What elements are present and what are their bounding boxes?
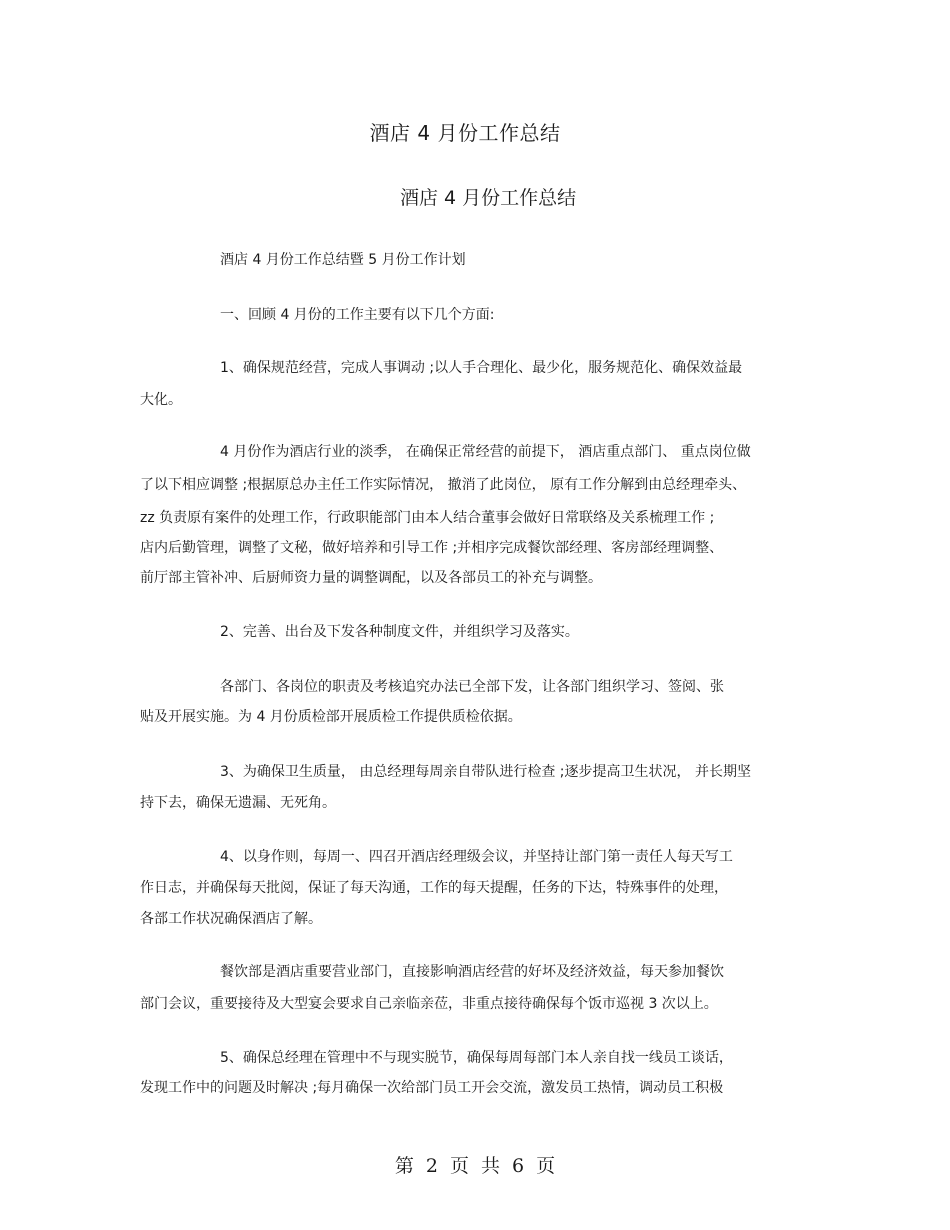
- paragraph-line: 持下去，确保无遗漏、无死角。: [140, 795, 336, 811]
- paragraph-line: 前厅部主管补冲、后厨师资力量的调整调配，以及各部员工的补充与调整。: [140, 570, 602, 586]
- paragraph-line: 2、完善、出台及下发各种制度文件，并组织学习及落实。: [220, 624, 579, 640]
- paragraph-line: 各部工作状况确保酒店了解。: [140, 911, 322, 927]
- paragraph-line: 作日志，并确保每天批阅，保证了每天沟通，工作的每天提醒，任务的下达，特殊事件的处理，: [140, 880, 728, 896]
- paragraph-line: 店内后勤管理，调整了文秘，做好培养和引导工作 ;并相序完成餐饮部经理、客房部经理调整、: [140, 540, 724, 556]
- page-number-footer: 第 2 页 共 6 页: [394, 1155, 556, 1177]
- section-intro: 一、回顾 4 月份的工作主要有以下几个方面:: [220, 307, 495, 323]
- paragraph-line: 4 月份作为酒店行业的淡季， 在确保正常经营的前提下， 酒店重点部门、 重点岗位做: [220, 444, 751, 460]
- paragraph-line: 了以下相应调整 ;根据原总办主任工作实际情况， 撤消了此岗位， 原有工作分解到由总经理牵头、: [140, 477, 747, 493]
- paragraph-line: 4、以身作则，每周一、四召开酒店经理级会议，并坚持让部门第一责任人每天写工: [220, 849, 733, 865]
- section-heading: 酒店 4 月份工作总结暨 5 月份工作计划: [220, 252, 466, 268]
- document-title: 酒店 4 月份工作总结: [369, 121, 561, 145]
- paragraph-line: 5、确保总经理在管理中不与现实脱节，确保每周每部门本人亲自找一线员工谈话，: [220, 1050, 733, 1066]
- paragraph-line: 各部门、各岗位的职责及考核追究办法已全部下发，让各部门组织学习、签阅、张: [220, 679, 724, 695]
- paragraph-line: 餐饮部是酒店重要营业部门，直接影响酒店经营的好坏及经济效益，每天参加餐饮: [220, 964, 724, 980]
- paragraph-line: zz 负责原有案件的处理工作，行政职能部门由本人结合董事会做好日常联络及关系梳理工作 ;: [140, 510, 715, 526]
- document-subtitle: 酒店 4 月份工作总结: [400, 187, 577, 209]
- paragraph-line: 3、为确保卫生质量， 由总经理每周亲自带队进行检查 ;逐步提高卫生状况， 并长期坚: [220, 764, 751, 780]
- paragraph-line: 大化。: [140, 392, 182, 408]
- paragraph-line: 贴及开展实施。为 4 月份质检部开展质检工作提供质检依据。: [140, 709, 522, 725]
- paragraph-line: 1、确保规范经营，完成人事调动 ;以人手合理化、最少化，服务规范化、确保效益最: [220, 360, 743, 376]
- paragraph-line: 发现工作中的问题及时解决 ;每月确保一次给部门员工开会交流，激发员工热情，调动员工积极: [140, 1080, 724, 1096]
- paragraph-line: 部门会议，重要接待及大型宴会要求自己亲临亲莅，非重点接待确保每个饭市巡视 3 次以上。: [140, 996, 718, 1012]
